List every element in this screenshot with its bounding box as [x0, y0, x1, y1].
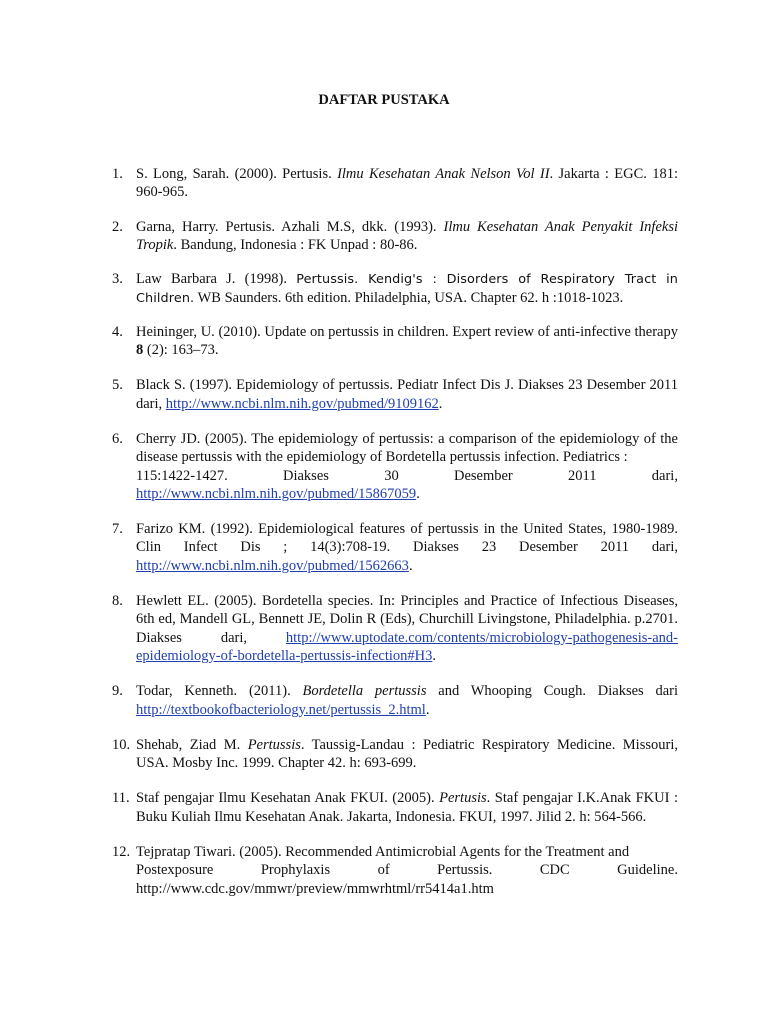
reference-item — [112, 270, 678, 309]
reference-link[interactable]: http://www.ncbi.nlm.nih.gov/pubmed/9109162 — [165, 395, 439, 412]
reference-item — [112, 520, 678, 575]
reference-text-segment: Black S. (1997). Epidemiology of pertussis. Pediatr Infect Dis J. Diakses 23 Desember 2011 dari, — [136, 377, 678, 412]
reference-text-segment: Staf pengajar Ilmu Kesehatan Anak FKUI. (2005). — [136, 790, 440, 807]
reference-link[interactable]: http://www.uptodate.com/contents/microbiology-pathogenesis-and-epidemiology-of-bordetella-pertussis-infection#H3 — [136, 629, 678, 664]
reference-text-segment: Todar, Kenneth. (2011). — [136, 683, 303, 700]
reference-text-segment: . — [432, 647, 436, 664]
reference-text — [136, 592, 678, 665]
reference-link[interactable]: http://textbookofbacteriology.net/pertussis_2.html — [136, 701, 426, 718]
reference-title-italic: Bordetella pertussis — [302, 683, 427, 700]
word: Prophylaxis — [260, 862, 331, 879]
reference-text-segment: . — [408, 557, 413, 574]
word: 2011 — [568, 467, 597, 484]
reference-list — [112, 165, 678, 898]
reference-item — [112, 323, 678, 360]
reference-text — [136, 736, 678, 773]
reference-text — [136, 789, 678, 826]
reference-number: 7. — [112, 521, 123, 538]
reference-text — [136, 270, 678, 309]
reference-link[interactable]: http://www.ncbi.nlm.nih.gov/pubmed/1562663 — [136, 557, 409, 574]
reference-text-segment: S. Long, Sarah. (2000). Pertusis. — [136, 166, 338, 182]
reference-text-segment: Shehab, Ziad M. — [136, 736, 248, 753]
reference-item — [112, 165, 678, 202]
reference-item — [112, 376, 678, 413]
reference-text-segment: Law Barbara J. (1998). — [136, 271, 297, 288]
reference-text-segment: . Bandung, Indonesia : FK Unpad : 80-86. — [173, 236, 418, 253]
reference-number: 10. — [112, 736, 131, 753]
reference-number: 9. — [112, 683, 123, 700]
word: Postexposure — [136, 862, 214, 879]
word: Desember — [453, 467, 513, 484]
reference-number: 4. — [112, 323, 123, 340]
reference-text-segment: Garna, Harry. Pertusis. Azhali M.S, dkk. (1993). — [136, 218, 444, 235]
reference-text-segment: . Staf pengajar I.K.Anak FKUI : Buku Kuliah Ilmu Kesehatan Anak. Jakarta, Indonesia. FKUI, 1997. Jilid 2. h: 564-566. — [136, 790, 679, 825]
reference-number: 2. — [112, 218, 123, 235]
reference-item — [112, 682, 678, 719]
reference-text-segment: WB Saunders. 6th edition. Philadelphia, USA. Chapter 62. h :1018-1023. — [194, 290, 624, 307]
reference-title-italic: Ilmu Kesehatan Anak Nelson Vol II — [337, 166, 550, 182]
page-title: DAFTAR PUSTAKA — [318, 92, 450, 108]
reference-item — [112, 592, 678, 665]
word: of — [377, 862, 390, 879]
reference-title-italic: Pertusis — [439, 790, 487, 807]
reference-text — [136, 376, 678, 413]
volume-number: 8 — [136, 342, 144, 359]
reference-title-italic: Ilmu Kesehatan Anak Penyakit Infeksi Tropik — [136, 218, 678, 253]
reference-text-segment: . Jakarta : EGC. 181: 960-965. — [136, 166, 679, 201]
reference-text-segment: Tejpratap Tiwari. (2005). Recommended Antimicrobial Agents for the Treatment and — [136, 844, 630, 861]
reference-title-alt-font: Pertussis. Kendig's : Disorders of Respiratory Tract in Children. — [136, 272, 679, 307]
justified-line — [136, 861, 678, 879]
word: CDC — [539, 862, 570, 879]
reference-item — [112, 843, 678, 898]
reference-number: 8. — [112, 593, 123, 610]
reference-number: 11. — [112, 790, 130, 807]
reference-text-segment: http://www.cdc.gov/mmwr/preview/mmwrhtml/rr5414a1.htm — [136, 880, 494, 897]
reference-text-segment: . — [438, 395, 443, 412]
reference-text-segment: and Whooping Cough. Diakses dari — [426, 683, 678, 700]
reference-text — [136, 682, 678, 719]
word: Pertussis. — [437, 862, 493, 879]
reference-item — [112, 789, 678, 826]
reference-item — [112, 218, 678, 255]
reference-text-segment: Hewlett EL. (2005). Bordetella species. In: Principles and Practice of Infectious Diseases, 6th ed, Mandell GL, Bennett JE, Dolin R (Eds), Churchill Livingstone, Philadelphia. p.2701. Diakses dari, — [136, 593, 678, 646]
reference-number: 6. — [112, 430, 123, 447]
reference-item — [112, 430, 678, 503]
reference-text-segment: . — [425, 701, 430, 718]
reference-text — [136, 520, 678, 575]
reference-text-segment: (2): 163–73. — [143, 342, 219, 359]
reference-text-segment: . Taussig-Landau : Pediatric Respiratory Medicine. Missouri, USA. Mosby Inc. 1999. Chapter 42. h: 693-699. — [136, 736, 678, 772]
reference-link[interactable]: http://www.ncbi.nlm.nih.gov/pubmed/15867059 — [136, 485, 417, 502]
word: 115:1422-1427. — [136, 467, 228, 484]
word: dari, — [651, 467, 678, 484]
reference-text-segment: Cherry JD. (2005). The epidemiology of pertussis: a comparison of the epidemiology of the disease pertussis with the epidemiology of Bordetella pertussis infection. Pediatrics : — [136, 430, 678, 466]
word: Guideline. — [617, 862, 678, 879]
reference-text — [136, 323, 678, 360]
reference-text-segment: Heininger, U. (2010). Update on pertussis in children. Expert review of anti-infective therapy — [136, 323, 678, 340]
reference-text — [136, 430, 678, 503]
reference-number: 1. — [112, 166, 123, 182]
word: 30 — [384, 467, 399, 484]
reference-text-segment: Farizo KM. (1992). Epidemiological features of pertussis in the United States, 1980-1989. Clin Infect Dis ; 14(3):708-19. Diakses 23 Desember 2011 dari, — [136, 521, 678, 556]
reference-text — [136, 218, 678, 255]
reference-text — [136, 165, 678, 202]
word: Diakses — [282, 467, 329, 484]
reference-title-italic: Pertussis — [247, 736, 301, 753]
reference-item — [112, 736, 678, 773]
reference-number: 12. — [112, 844, 131, 861]
reference-text — [136, 843, 678, 898]
reference-number: 3. — [112, 271, 123, 288]
justified-line — [136, 467, 678, 485]
reference-number: 5. — [112, 377, 123, 394]
reference-text-segment: . — [416, 485, 420, 502]
